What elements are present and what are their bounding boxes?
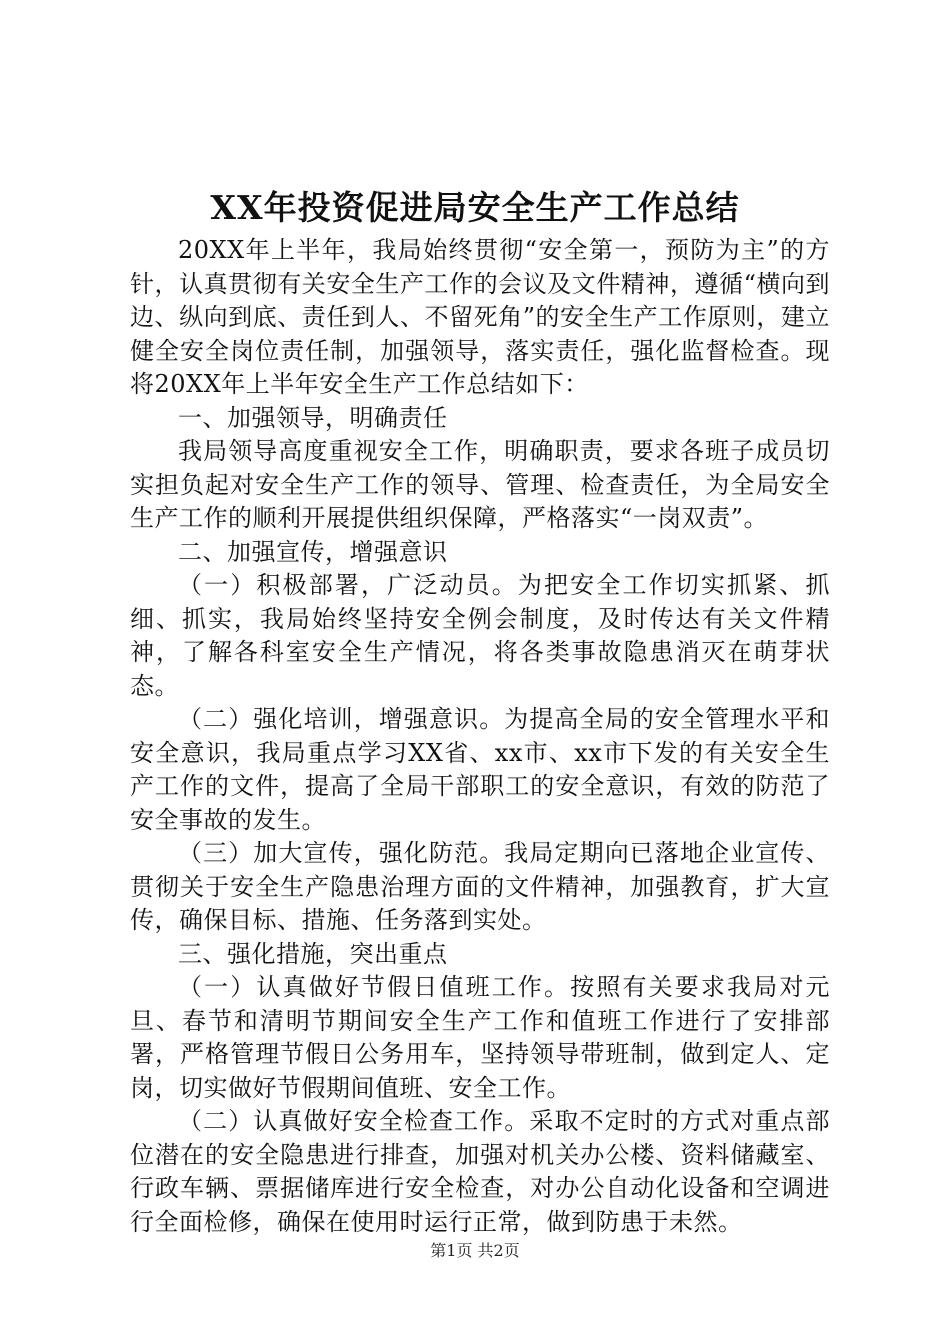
- document-title: XX年投资促进局安全生产工作总结: [210, 188, 740, 227]
- section-1-heading: 一、加强领导，明确责任: [178, 403, 448, 432]
- document-body: [130, 234, 830, 1239]
- intro-paragraph: 20XX年上半年，我局始终贯彻“安全第一，预防为主”的方针，认真贯彻有关安全生产工作的会议及文件精神，遵循“横向到边、纵向到底、责任到人、不留死角”的安全生产工作原则，建立健全安全岗位责任制，加强领导，落实责任，强化监督检查。现将20XX年上半年安全生产工作总结如下：: [130, 236, 830, 398]
- section-3-item-1: （一）认真做好节假日值班工作。按照有关要求我局对元旦、春节和清明节期间安全生产工作和值班工作进行了安排部署，严格管理节假日公务用车，坚持领导带班制，做到定人、定岗，切实做好节假期间值班、安全工作。: [130, 973, 830, 1102]
- section-2-item-3: （三）加大宣传，强化防范。我局定期向已落地企业宣传、贯彻关于安全生产隐患治理方面的文件精神，加强教育，扩大宣传，确保目标、措施、任务落到实处。: [130, 839, 830, 934]
- section-3-heading: 三、强化措施，突出重点: [178, 939, 448, 968]
- section-2-item-1: （一）积极部署，广泛动员。为把安全工作切实抓紧、抓细、抓实，我局始终坚持安全例会制度，及时传达有关文件精神，了解各科室安全生产情况，将各类事故隐患消灭在萌芽状态。: [130, 571, 830, 700]
- section-3-item-2: （二）认真做好安全检查工作。采取不定时的方式对重点部位潜在的安全隐患进行排查，加强对机关办公楼、资料储藏室、行政车辆、票据储库进行安全检查，对办公自动化设备和空调进行全面检修，确保在使用时运行正常，做到防患于未然。: [130, 1107, 830, 1236]
- section-2-item-2: （二）强化培训，增强意识。为提高全局的安全管理水平和安全意识，我局重点学习XX省、xx市、xx市下发的有关安全生产工作的文件，提高了全局干部职工的安全意识，有效的防范了安全事故的发生。: [130, 705, 830, 834]
- section-1-paragraph: 我局领导高度重视安全工作，明确职责，要求各班子成员切实担负起对安全生产工作的领导、管理、检查责任，为全局安全生产工作的顺利开展提供组织保障，严格落实“一岗双责”。: [130, 437, 830, 532]
- section-2-heading: 二、加强宣传，增强意识: [178, 537, 448, 566]
- page-footer: 第1页 共2页: [430, 1241, 520, 1260]
